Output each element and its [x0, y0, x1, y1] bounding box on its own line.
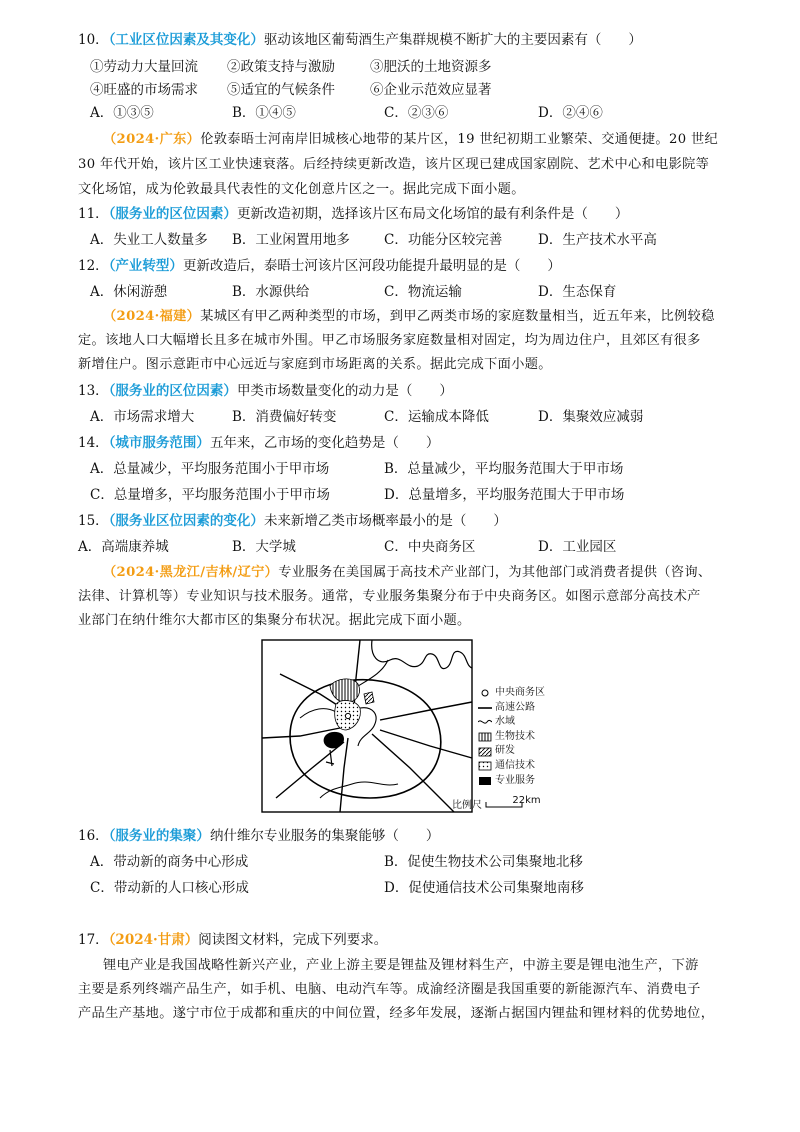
question-stem: 阅读图文材料，完成下列要求。: [198, 932, 388, 948]
question-number: 13．: [78, 383, 109, 399]
question-topic-tag: （城市服务范围）: [108, 435, 210, 451]
option-d[interactable]: D．工业园区: [538, 539, 617, 555]
question-16: [78, 826, 439, 846]
statement-6: ⑥企业示范效应显著: [370, 82, 492, 98]
option-a[interactable]: A．①③⑤: [90, 105, 154, 121]
option-d[interactable]: D．集聚效应减弱: [538, 409, 644, 425]
question-number: 16．: [78, 828, 109, 844]
option-a[interactable]: A．市场需求增大: [90, 409, 195, 425]
legend-item-cbd: 中央商务区: [478, 686, 545, 701]
option-c[interactable]: C．带动新的人口核心形成: [90, 880, 249, 896]
option-b[interactable]: B．总量减少，平均服务范围大于甲市场: [384, 461, 624, 477]
option-c[interactable]: C．物流运输: [384, 284, 462, 300]
passage-2-line-3: 新增住户。图示意距市中心远近与家庭到市场距离的关系。据此完成下面小题。: [78, 357, 552, 372]
question-topic-tag: （产业转型）: [108, 258, 183, 274]
question-topic-tag: （工业区位因素及其变化）: [108, 32, 264, 48]
question-number: 10．: [78, 32, 109, 48]
option-c[interactable]: C．②③⑥: [384, 105, 449, 121]
question-stem: 更新改造初期，选择该片区布局文化场馆的最有利条件是（ ）: [236, 206, 629, 222]
statement-5: ⑤适宜的气候条件: [227, 82, 335, 98]
statement-2: ②政策支持与激励: [227, 59, 335, 75]
option-a[interactable]: A．带动新的商务中心形成: [90, 854, 249, 870]
rd-symbol-icon: [478, 747, 492, 757]
biotech-symbol-icon: [478, 732, 492, 742]
source-tag: （2024·福建）: [103, 309, 201, 324]
source-tag: （2024·广东）: [103, 132, 201, 147]
option-a[interactable]: A．总量减少，平均服务范围小于甲市场: [90, 461, 330, 477]
water-symbol-icon: [478, 717, 492, 727]
option-d[interactable]: D．生态保育: [538, 284, 617, 300]
scale-label: 比例尺: [452, 800, 482, 811]
map-legend: [478, 686, 545, 788]
option-a[interactable]: A．休闲游憩: [90, 284, 168, 300]
question-13: [78, 381, 453, 401]
option-c[interactable]: C．运输成本降低: [384, 409, 489, 425]
cbd-symbol-icon: [478, 688, 492, 698]
option-b[interactable]: B．大学城: [232, 539, 296, 555]
question-topic-tag: （服务业区位因素的变化）: [108, 513, 264, 529]
question-15: [78, 511, 507, 531]
option-d[interactable]: D．生产技术水平高: [538, 232, 657, 248]
question-14: [78, 433, 439, 453]
professional-symbol-icon: [478, 776, 492, 786]
material-line-1: 锂电产业是我国战略性新兴产业，产业上游主要是锂盐及锂材料生产，中游主要是锂电池生产，下游: [103, 958, 699, 973]
question-stem: 纳什维尔专业服务的集聚能够（ ）: [209, 828, 440, 844]
rd-cluster: [364, 692, 374, 704]
question-topic-tag: （服务业的区位因素）: [108, 206, 237, 222]
option-a[interactable]: A．高端康养城: [78, 539, 169, 555]
question-stem: 甲类市场数量变化的动力是（ ）: [236, 383, 453, 399]
map-scale: [452, 796, 541, 811]
question-stem: 驱动该地区葡萄酒生产集群规模不断扩大的主要因素有（ ）: [263, 32, 642, 48]
question-number: 15．: [78, 513, 109, 529]
legend-item-biotech: 生物技术: [478, 730, 545, 745]
cbd-marker: [345, 713, 350, 718]
highway-symbol-icon: [478, 703, 492, 713]
option-c[interactable]: C．功能分区较完善: [384, 232, 503, 248]
passage-3-line-3: 业部门在纳什维尔大都市区的集聚分布状况。据此完成下面小题。: [78, 613, 471, 628]
statement-3: ③肥沃的土地资源多: [370, 59, 492, 75]
passage-1-line-3: 文化场馆，成为伦敦最具代表性的文化创意片区之一。据此完成下面小题。: [78, 182, 525, 197]
scale-value: 22km: [512, 795, 541, 806]
option-d[interactable]: D．②④⑥: [538, 105, 603, 121]
question-number: 11．: [78, 206, 109, 222]
question-number: 17．: [78, 932, 109, 948]
option-b[interactable]: B．消费偏好转变: [232, 409, 337, 425]
option-b[interactable]: B．工业闲置用地多: [232, 232, 350, 248]
question-12: [78, 256, 561, 276]
legend-item-telecom: 通信技术: [478, 759, 545, 774]
option-b[interactable]: B．水源供给: [232, 284, 310, 300]
option-b[interactable]: B．①④⑤: [232, 105, 296, 121]
question-topic-tag: （服务业的集聚）: [108, 828, 210, 844]
passage-1-line-1: （2024·广东）伦敦泰晤士河南岸旧城核心地带的某片区，19 世纪初期工业繁荣、交通便捷。20 世纪: [103, 132, 719, 147]
question-stem: 更新改造后，泰晤士河该片区河段功能提升最明显的是（ ）: [182, 258, 561, 274]
passage-2-line-2: 定。该地人口大幅增长且多在城市外围。甲乙市场服务家庭数量相对固定，均为周边住户，且郊区有很多: [78, 333, 701, 348]
question-stem: 五年来，乙市场的变化趋势是（ ）: [209, 435, 440, 451]
question-number: 12．: [78, 258, 109, 274]
question-17: [78, 930, 387, 950]
legend-item-rd: 研发: [478, 744, 545, 759]
option-d[interactable]: D．总量增多，平均服务范围大于甲市场: [384, 487, 625, 503]
passage-1-line-2: 30 年代开始，该片区工业快速衰落。后经持续更新改造，该片区现已建成国家剧院、艺术中心和电影院等: [78, 157, 710, 172]
statement-1: ①劳动力大量回流: [90, 59, 198, 75]
question-topic-tag: （服务业的区位因素）: [108, 383, 237, 399]
passage-3-line-1: （2024·黑龙江/吉林/辽宁）专业服务在美国属于高技术产业部门，为其他部门或消费者提供（咨询、: [103, 565, 712, 580]
material-line-2: 主要是系列终端产品生产，如手机、电脑、电动汽车等。成渝经济圈是我国重要的新能源汽车、消费电子: [78, 982, 701, 997]
question-11: [78, 204, 628, 224]
option-b[interactable]: B．促使生物技术公司集聚地北移: [384, 854, 583, 870]
question-10: [78, 30, 642, 50]
option-c[interactable]: C．总量增多，平均服务范围小于甲市场: [90, 487, 330, 503]
legend-item-professional: 专业服务: [478, 774, 545, 789]
source-tag: （2024·黑龙江/吉林/辽宁）: [103, 565, 279, 580]
legend-item-highway: 高速公路: [478, 701, 545, 716]
passage-3-line-2: 法律、计算机等）专业知识与技术服务。通常，专业服务集聚分布于中央商务区。如图示意部分高技术产: [78, 589, 701, 604]
option-d[interactable]: D．促使通信技术公司集聚地南移: [384, 880, 584, 896]
statement-4: ④旺盛的市场需求: [90, 82, 198, 98]
material-line-3: 产品生产基地。遂宁市位于成都和重庆的中间位置，经多年发展，逐渐占据国内锂盐和锂材料的优势地位，: [78, 1006, 715, 1021]
option-a[interactable]: A．失业工人数量多: [90, 232, 208, 248]
option-c[interactable]: C．中央商务区: [384, 539, 476, 555]
legend-item-water: 水域: [478, 715, 545, 730]
source-tag: （2024·甘肃）: [108, 932, 199, 948]
question-number: 14．: [78, 435, 109, 451]
passage-2-line-1: （2024·福建）某城区有甲乙两种类型的市场，到甲乙两类市场的家庭数量相当，近五年来，比例较稳: [103, 309, 715, 324]
telecom-symbol-icon: [478, 761, 492, 771]
question-stem: 未来新增乙类市场概率最小的是（ ）: [263, 513, 507, 529]
